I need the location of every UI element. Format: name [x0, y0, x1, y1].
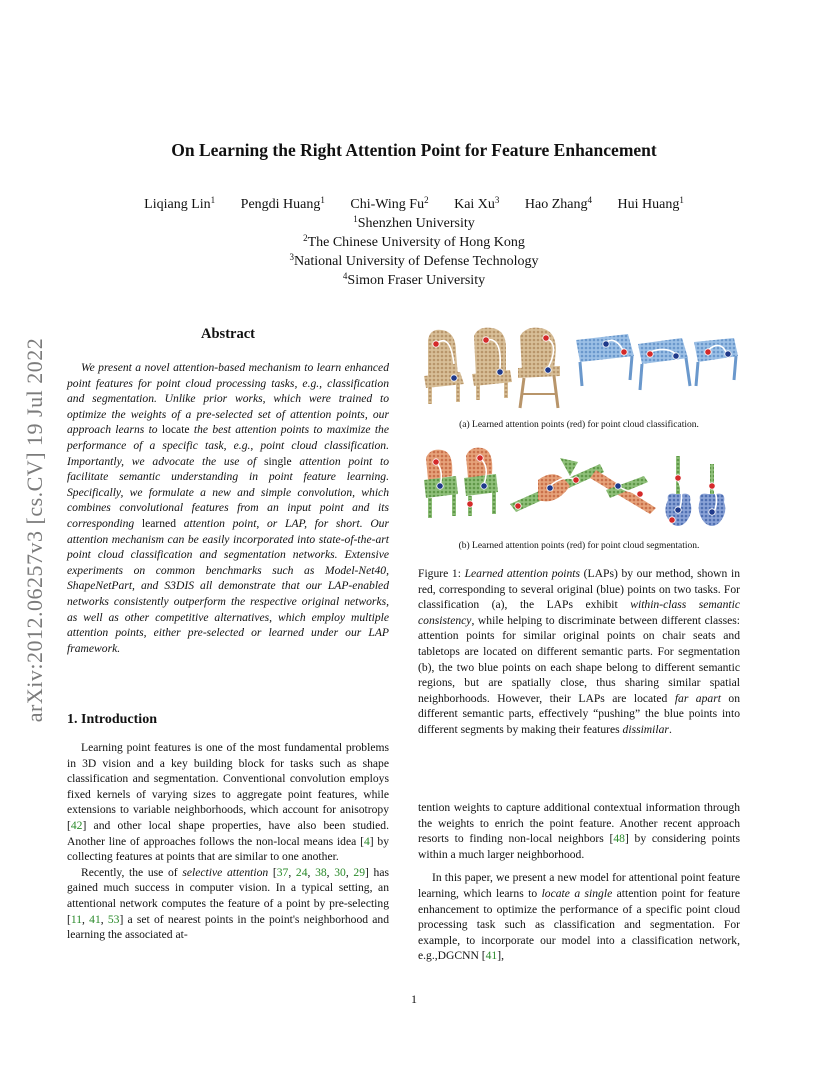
citation-link[interactable]: 29 [353, 865, 365, 879]
paper-title: On Learning the Right Attention Point for Feature Enhancement [171, 140, 657, 160]
citation-link[interactable]: 30 [334, 865, 346, 879]
guitar-segmentation-shape [665, 456, 691, 526]
author: Hui Huang$^1$ [617, 195, 684, 212]
author: Pengdi Huang$^1$ [240, 195, 325, 212]
abstract-text: We present a novel attention-based mechanism to learn enhanced point features for point cloud processing tasks, e.g., classification and segmentation. Unlike prior works, which were trained to optimize the weights of a pre-selected set of attention points, our approach learns to locate the best attention points to maximize the performance of a specific task, e.g., point cloud classification. Importantly, we advocate the use of single attention point to facilitate semantic understanding in point feature learning. Specifically, we formulate a new and simple convolution, which combines convolutional features from an input point and its corresponding learned attention point, or LAP, for short. Our attention mechanism can be easily incorporated into state-of-the-art point cloud classification and segmentation networks. Extensive experiments on common benchmarks such as Model-Net40, ShapeNetPart, and S3DIS all demonstrate that our LAP-enabled networks consistently outperform the respective original networks, as well as other competitive alternatives, which employ multiple attention points, either pre-selected or learned under our LAP framework. [67, 361, 389, 655]
arxiv-stamp: arXiv:2012.06257v3 [cs.CV] 19 Jul 2022 [22, 337, 47, 723]
paragraph: tention weights to capture additional contextual information through the weights to enrich the point feature. Another recent approach resorts to finding non-local neighbors [48] by considering points within a much larger neighborhood. [418, 801, 740, 861]
citation-link[interactable]: 11 [70, 912, 83, 926]
paragraph: Recently, the use of selective attention [37, 24, 38, 30, 29] has gained much success in computer vision. In a typical setting, an attentional network computes the feature of a point by pre-selecting [11, 41, 53] a set of nearest points in the point's neighborhood and learning the associated at- [67, 865, 389, 942]
table-shape [694, 338, 738, 386]
chair-segmentation-shape [424, 450, 458, 518]
introduction-text [67, 740, 389, 943]
author: Hao Zhang$^4$ [524, 195, 593, 212]
right-column-text [418, 800, 740, 964]
table-shape [638, 338, 690, 390]
guitar-segmentation-shape [699, 464, 726, 526]
figure-1b-segmentation-shapes [420, 446, 740, 536]
citation-link[interactable]: 38 [315, 865, 327, 879]
figure-1a-classification-shapes [420, 322, 740, 412]
figure-1a-caption: (a) Learned attention points (red) for point cloud classification. [459, 420, 699, 430]
figure-1b-caption: (b) Learned attention points (red) for point cloud segmentation. [458, 541, 700, 551]
affiliation: $^3$National University of Defense Technology [289, 252, 539, 269]
author-list [0, 195, 828, 213]
citation-link[interactable]: 53 [107, 912, 120, 926]
affiliation: $^4$Simon Fraser University [342, 271, 486, 288]
paragraph: Learning point features is one of the most fundamental problems in 3D vision and a key building block for tasks such as shape classification and segmentation. Conventional convolution employs fixed kernels of varying sizes to aggregate point features, while extensions to variable neighborhoods, which account for anisotropy [42] and other local shape properties, have also been studied. Another line of approaches follows the non-local means idea [4] by collecting features at points that are similar to one another. [67, 741, 389, 864]
citation-link[interactable]: 42 [70, 818, 83, 832]
chair-segmentation-shape [464, 448, 498, 516]
citation-link[interactable]: 48 [613, 832, 625, 846]
chair-shape [472, 328, 512, 400]
author: Liqiang Lin$^1$ [144, 195, 216, 212]
page-number: 1 [411, 992, 417, 1006]
table-shape [576, 334, 634, 386]
section-heading-introduction: 1. Introduction [67, 712, 157, 727]
citation-link[interactable]: 24 [295, 865, 308, 879]
airplane-segmentation-shape [510, 458, 604, 512]
chair-shape [424, 330, 464, 404]
affiliation: $^2$The Chinese University of Hong Kong [303, 233, 525, 250]
airplane-segmentation-shape [590, 470, 656, 514]
citation-link[interactable]: 41 [89, 912, 101, 926]
abstract-heading: Abstract [201, 326, 255, 342]
citation-link[interactable]: 4 [363, 834, 370, 848]
author: Chi-Wing Fu$^2$ [350, 195, 429, 212]
citation-link[interactable]: 37 [276, 865, 289, 879]
paragraph: In this paper, we present a new model for attentional point feature learning, which learns to locate a single attention point for feature enhancement to optimize the performance of a specific point cloud processing task such as classification and segmentation. For example, to incorporate our model into a classification network, e.g.,DGCNN [41], [418, 871, 740, 963]
chair-shape [518, 328, 560, 408]
figure-1-caption: Figure 1: Learned attention points (LAPs) by our method, shown in red, corresponding to several original (blue) points on two tasks. For classification (a), the LAPs exhibit within-class semantic consistency, while helping to discriminate between different classes: attention points for similar original points on chair seats and tabletops are located on different semantic parts. For segmentation (b), the two blue points on each shape belong to different semantic regions, but are spatially close, thus sharing similar spatial neighborhoods. However, their LAPs are located far apart on different semantic parts, effectively “pushing” the blue points into different segments by making their features dissimilar. [418, 567, 740, 736]
author: Kai Xu$^3$ [454, 195, 500, 212]
affiliation: $^1$Shenzhen University [353, 214, 475, 231]
citation-link[interactable]: 41 [485, 949, 498, 963]
